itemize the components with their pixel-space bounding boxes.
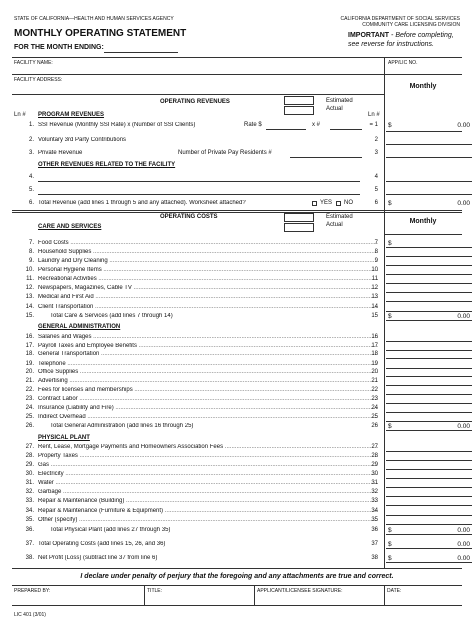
line-32-cell[interactable]	[386, 489, 472, 497]
line-23-cell[interactable]	[386, 396, 472, 404]
line-ref: = 1	[369, 122, 378, 128]
line-label: Other (specify) .....	[38, 517, 378, 523]
divider	[12, 585, 462, 586]
line-ref: 4	[374, 174, 378, 180]
line-number: 34.	[25, 508, 34, 514]
line-number: 5.	[28, 187, 34, 193]
cost-row-27	[12, 444, 474, 452]
cost-row-34	[12, 508, 474, 516]
line-number: 37.	[25, 541, 34, 547]
line-label: Private Revenue	[38, 150, 83, 156]
line-2-value[interactable]	[386, 137, 472, 145]
line-label: Total Revenue (add lines 1 through 5 and any attached). Worksheet attached?	[38, 200, 246, 206]
line-30-cell[interactable]	[386, 471, 472, 479]
divider	[144, 585, 145, 605]
program-revenues-heading: PROGRAM REVENUES	[38, 112, 105, 118]
line-number: 2.	[28, 137, 34, 143]
line-ref: 22	[371, 387, 378, 393]
line-label: Fees for licenses and memberships .....	[38, 387, 378, 393]
dollar-sign: $	[388, 555, 392, 562]
line-ref: 38	[371, 555, 378, 561]
form-id: LIC 401 (3/01)	[14, 612, 46, 618]
important-text: - Before completing,	[389, 32, 454, 39]
cost-row-24	[12, 405, 474, 413]
line-ref: 12	[371, 285, 378, 291]
private-pay-label: Number of Private Pay Residents #	[178, 150, 272, 156]
line-31-cell[interactable]	[386, 480, 472, 488]
line-33-cell[interactable]	[386, 498, 472, 506]
line-ref: 34	[371, 508, 378, 514]
line-19-cell[interactable]	[386, 361, 472, 369]
actual-checkbox[interactable]	[284, 106, 314, 115]
line-15-value[interactable]: 0.00	[457, 313, 470, 320]
line-ref: 27	[371, 444, 378, 450]
line-label: Office Supplies .....	[38, 369, 378, 375]
divider	[12, 94, 384, 95]
line-number: 24.	[25, 405, 34, 411]
revenue-row-4	[12, 174, 474, 182]
line-ref: 9	[374, 258, 378, 264]
line-25-cell[interactable]	[386, 414, 472, 422]
cost-row-12	[12, 285, 474, 293]
section-divider	[12, 212, 462, 213]
line-number: 11.	[26, 276, 34, 282]
line-label: Indirect Overhead .....	[38, 414, 378, 420]
line-label: Repair & Maintenance (Furniture & Equipment) .....	[38, 508, 378, 514]
cost-row-14	[12, 304, 474, 312]
month-ending-label: FOR THE MONTH ENDING:	[14, 44, 104, 51]
line-ref: 5	[374, 187, 378, 193]
line-10-cell[interactable]	[386, 267, 472, 275]
line-label: SSI Revenue (Monthly SSI Rate) x (Number of SSI Clients)	[38, 122, 196, 128]
line-label: Personal Hygiene Items .....	[38, 267, 378, 273]
prepared-by-label: PREPARED BY:	[14, 588, 51, 594]
revenue-row-1	[12, 122, 474, 130]
line-5-description[interactable]	[38, 194, 360, 195]
estimated-checkbox[interactable]	[284, 96, 314, 105]
line-number: 32.	[25, 489, 34, 495]
line-ref: 23	[371, 396, 378, 402]
line-number: 23.	[25, 396, 34, 402]
line-number: 20.	[25, 369, 34, 375]
signature-field[interactable]	[257, 598, 381, 604]
cost-row-26	[12, 423, 474, 431]
cost-row-19	[12, 361, 474, 369]
cost-row-30	[12, 471, 474, 479]
line-1-value[interactable]: 0.00	[457, 122, 470, 129]
line-ref: 32	[371, 489, 378, 495]
line-ref: 3	[374, 150, 378, 156]
yes-label: YES	[320, 200, 333, 206]
line-20-cell[interactable]	[386, 369, 472, 377]
line-number: 1.	[28, 122, 34, 128]
line-number: 31.	[25, 480, 34, 486]
line-label: Recreational Activities .....	[38, 276, 378, 282]
cost-row-25	[12, 414, 474, 422]
line-number: 8.	[28, 249, 34, 255]
line-number: 26.	[25, 423, 34, 429]
title-field[interactable]	[147, 598, 251, 604]
line-number: 29.	[25, 462, 34, 468]
line-21-cell[interactable]	[386, 378, 472, 386]
cost-row-15	[12, 313, 474, 321]
line-number: 33.	[25, 498, 34, 504]
line-label: Insurance (Liability and Fire) .....	[38, 405, 378, 411]
monthly-header-label: Monthly	[409, 83, 437, 90]
line-label: Newspapers, Magazines, Cable TV .....	[38, 285, 378, 291]
line-label: Rent, Lease, Mortgage Payments and Homeowners Association Fees .....	[38, 444, 378, 450]
dollar-sign: $	[388, 122, 392, 129]
care-services-heading: CARE AND SERVICES	[38, 224, 102, 230]
line-label: Voluntary 3rd Party Contributions	[38, 137, 127, 143]
line-number: 25.	[25, 414, 34, 420]
estimated-actual-label: Estimated Actual	[326, 98, 353, 112]
line-label: Payroll Taxes and Employee Benefits .....	[38, 343, 378, 349]
section-divider	[12, 210, 462, 211]
line-35-cell[interactable]	[386, 517, 472, 525]
line-ref: 19	[371, 361, 378, 367]
divider	[384, 57, 385, 75]
rate-field[interactable]	[266, 129, 306, 130]
line-label: Total General Administration (add lines 16 through 25)	[50, 423, 194, 429]
date-field[interactable]	[387, 598, 461, 604]
line-number: 19.	[25, 361, 34, 367]
cost-row-11	[12, 276, 474, 284]
costs-monthly-label: Monthly	[409, 218, 437, 225]
dollar-sign: $	[388, 240, 392, 247]
line-number: 15.	[25, 313, 34, 319]
line-4-value[interactable]	[386, 174, 472, 182]
line-18-cell[interactable]	[386, 351, 472, 359]
line-number: 14.	[25, 304, 34, 310]
cost-row-7	[12, 240, 474, 248]
agency-right-1: CALIFORNIA DEPARTMENT OF SOCIAL SERVICES	[340, 16, 460, 22]
line-number: 6.	[28, 200, 34, 206]
rate-label: Rate $	[244, 122, 262, 128]
line-ref: 24	[371, 405, 378, 411]
line-34-cell[interactable]	[386, 508, 472, 516]
cost-row-28	[12, 453, 474, 461]
line-number: 13.	[25, 294, 34, 300]
line-ref: 25	[371, 414, 378, 420]
line-number: 30.	[25, 471, 34, 477]
private-pay-field[interactable]	[290, 157, 362, 158]
revenue-row-3	[12, 150, 474, 158]
line-label: Garbage .....	[38, 489, 378, 495]
line-ref: 33	[371, 498, 378, 504]
app-no-label: APP/LIC NO.	[388, 60, 418, 66]
divider	[384, 234, 462, 235]
line-ref: 20	[371, 369, 378, 375]
important-note	[348, 32, 454, 39]
month-ending-field[interactable]	[104, 52, 178, 53]
line-ref: 15	[371, 313, 378, 319]
line-ref: 37	[371, 541, 378, 547]
cost-row-18	[12, 351, 474, 359]
line-label: Water .....	[38, 480, 378, 486]
cost-row-17	[12, 343, 474, 351]
line-8-cell[interactable]	[386, 249, 472, 257]
important-line2: see reverse for instructions.	[348, 41, 434, 48]
line-label: Total Care & Services (add lines 7 through 14)	[50, 313, 173, 319]
worksheet-yes-checkbox[interactable]	[312, 201, 317, 206]
line-number: 27.	[25, 444, 34, 450]
cost-row-8	[12, 249, 474, 257]
line-11-cell[interactable]	[386, 276, 472, 284]
line-ref: 14	[371, 304, 378, 310]
line-number: 18.	[25, 351, 34, 357]
agency-right-2: COMMUNITY CARE LICENSING DIVISION	[362, 22, 460, 28]
ln-label-right: Ln #	[368, 112, 380, 118]
line-label: Property Taxes .....	[38, 453, 378, 459]
line-ref: 30	[371, 471, 378, 477]
line-label: Household Supplies .....	[38, 249, 378, 255]
prepared-by-field[interactable]	[14, 598, 142, 604]
line-ref: 31	[371, 480, 378, 486]
divider	[384, 585, 385, 605]
line-12-cell[interactable]	[386, 285, 472, 293]
line-7-cell[interactable]	[386, 240, 472, 248]
facility-name-label: FACILITY NAME:	[14, 60, 53, 66]
footer-top-divider	[12, 568, 462, 569]
cost-row-16	[12, 334, 474, 342]
signature-label: APPLICANT/LICENSEE SIGNATURE:	[257, 588, 343, 594]
line-number: 38.	[25, 555, 34, 561]
dollar-sign: $	[388, 200, 392, 207]
line-ref: 16	[371, 334, 378, 340]
agency-left: STATE OF CALIFORNIA—HEALTH AND HUMAN SERVICES AGENCY	[14, 16, 174, 22]
line-ref: 17	[371, 343, 378, 349]
dollar-sign: $	[388, 423, 392, 430]
cost-row-21	[12, 378, 474, 386]
declaration-text: I declare under penalty of perjury that the foregoing and any attachments are true and correct.	[80, 573, 394, 580]
cost-row-38	[12, 555, 474, 563]
line-label: Laundry and Dry Cleaning .....	[38, 258, 378, 264]
cost-row-9	[12, 258, 474, 266]
line-number: 36.	[25, 527, 34, 533]
cost-row-32	[12, 489, 474, 497]
line-13-cell[interactable]	[386, 294, 472, 302]
line-ref: 13	[371, 294, 378, 300]
line-label: General Transportation .....	[38, 351, 378, 357]
title-label: TITLE:	[147, 588, 163, 594]
line-4-description[interactable]	[38, 181, 360, 182]
line-label: Contract Labor .....	[38, 396, 378, 402]
x-label: x #	[312, 122, 321, 128]
line-36-value[interactable]: 0.00	[457, 527, 470, 534]
operating-revenues-title: OPERATING REVENUES	[160, 99, 230, 105]
dollar-sign: $	[388, 527, 392, 534]
cost-row-13	[12, 294, 474, 302]
revenue-row-5	[12, 187, 474, 195]
line-ref: 2	[374, 137, 378, 143]
line-label: Total Operating Costs (add lines 15, 26, and 36)	[38, 541, 166, 547]
line-ref: 10	[371, 267, 378, 273]
cost-row-20	[12, 369, 474, 377]
line-label: Advertising .....	[38, 378, 378, 384]
line-number: 3.	[28, 150, 34, 156]
other-revenues-heading: OTHER REVENUES RELATED TO THE FACILITY	[38, 162, 176, 168]
line-label: Food Costs .....	[38, 240, 378, 246]
dollar-sign: $	[388, 313, 392, 320]
line-ref: 21	[371, 378, 378, 384]
line-29-cell[interactable]	[386, 462, 472, 470]
line-24-cell[interactable]	[386, 405, 472, 413]
line-17-cell[interactable]	[386, 343, 472, 351]
line-number: 16.	[25, 334, 34, 340]
line-number: 10.	[25, 267, 34, 273]
line-number: 21.	[25, 378, 34, 384]
divider	[386, 131, 462, 132]
line-3-value[interactable]	[386, 150, 472, 158]
line-27-cell[interactable]	[386, 444, 472, 452]
line-label: Repair & Maintenance (Building) .....	[38, 498, 378, 504]
line-38-value[interactable]: 0.00	[457, 555, 470, 562]
ssi-clients-field[interactable]	[330, 129, 362, 130]
cost-row-36	[12, 527, 474, 535]
line-ref: 26	[371, 423, 378, 429]
line-5-value[interactable]	[386, 187, 472, 195]
cost-row-35	[12, 517, 474, 525]
revenue-row-2	[12, 137, 474, 145]
line-label: Telephone .....	[38, 361, 378, 367]
line-22-cell[interactable]	[386, 387, 472, 395]
physical-plant-heading: PHYSICAL PLANT	[38, 435, 90, 441]
line-label: Salaries and Wages .....	[38, 334, 378, 340]
line-number: 35.	[25, 517, 34, 523]
line-28-cell[interactable]	[386, 453, 472, 461]
general-admin-heading: GENERAL ADMINISTRATION	[38, 324, 121, 330]
divider	[12, 605, 462, 606]
line-number: 17.	[25, 343, 34, 349]
line-label: Total Physical Plant (add lines 27 through 35)	[50, 527, 171, 533]
divider	[254, 585, 255, 605]
cost-row-23	[12, 396, 474, 404]
cost-row-10	[12, 267, 474, 275]
date-label: DATE:	[387, 588, 402, 594]
line-ref: 18	[371, 351, 378, 357]
dollar-sign: $	[388, 541, 392, 548]
line-ref: 35	[371, 517, 378, 523]
line-6-value[interactable]: 0.00	[457, 200, 470, 207]
costs-estimated-checkbox[interactable]	[284, 213, 314, 222]
no-label: NO	[344, 200, 353, 206]
line-number: 4.	[28, 174, 34, 180]
important-label: IMPORTANT	[348, 32, 390, 39]
line-label: Net Profit (Loss) (subtract line 37 from line 6)	[38, 555, 158, 561]
line-label: Electricity .....	[38, 471, 378, 477]
line-number: 22.	[25, 387, 34, 393]
line-16-cell[interactable]	[386, 334, 472, 342]
operating-costs-title: OPERATING COSTS	[160, 214, 218, 220]
revenue-row-6	[12, 200, 474, 208]
line-ref: 8	[374, 249, 378, 255]
line-ref: 7	[374, 240, 378, 246]
cost-row-37	[12, 541, 474, 549]
line-ref: 28	[371, 453, 378, 459]
line-ref: 11	[371, 276, 378, 282]
line-label: Gas .....	[38, 462, 378, 468]
cost-row-22	[12, 387, 474, 395]
facility-address-label: FACILITY ADDRESS:	[14, 77, 63, 83]
line-number: 7.	[28, 240, 34, 246]
costs-actual-checkbox[interactable]	[284, 223, 314, 232]
line-26-value[interactable]: 0.00	[457, 423, 470, 430]
line-label: Client Transportation .....	[38, 304, 378, 310]
line-number: 12.	[25, 285, 34, 291]
cost-row-31	[12, 480, 474, 488]
line-number: 9.	[28, 258, 34, 264]
costs-estimated-actual-label: Estimated Actual	[326, 214, 353, 228]
line-ref: 29	[371, 462, 378, 468]
box-top	[12, 57, 462, 58]
worksheet-no-checkbox[interactable]	[336, 201, 341, 206]
line-ref: 6	[374, 200, 378, 206]
cost-row-33	[12, 498, 474, 506]
line-37-value[interactable]: 0.00	[457, 541, 470, 548]
ln-label-left: Ln #	[14, 112, 26, 118]
line-label: Medical and First Aid .....	[38, 294, 378, 300]
line-14-cell[interactable]	[386, 304, 472, 312]
line-ref: 36	[371, 527, 378, 533]
line-number: 28.	[25, 453, 34, 459]
form-title: MONTHLY OPERATING STATEMENT	[14, 28, 187, 39]
line-9-cell[interactable]	[386, 258, 472, 266]
cost-row-29	[12, 462, 474, 470]
